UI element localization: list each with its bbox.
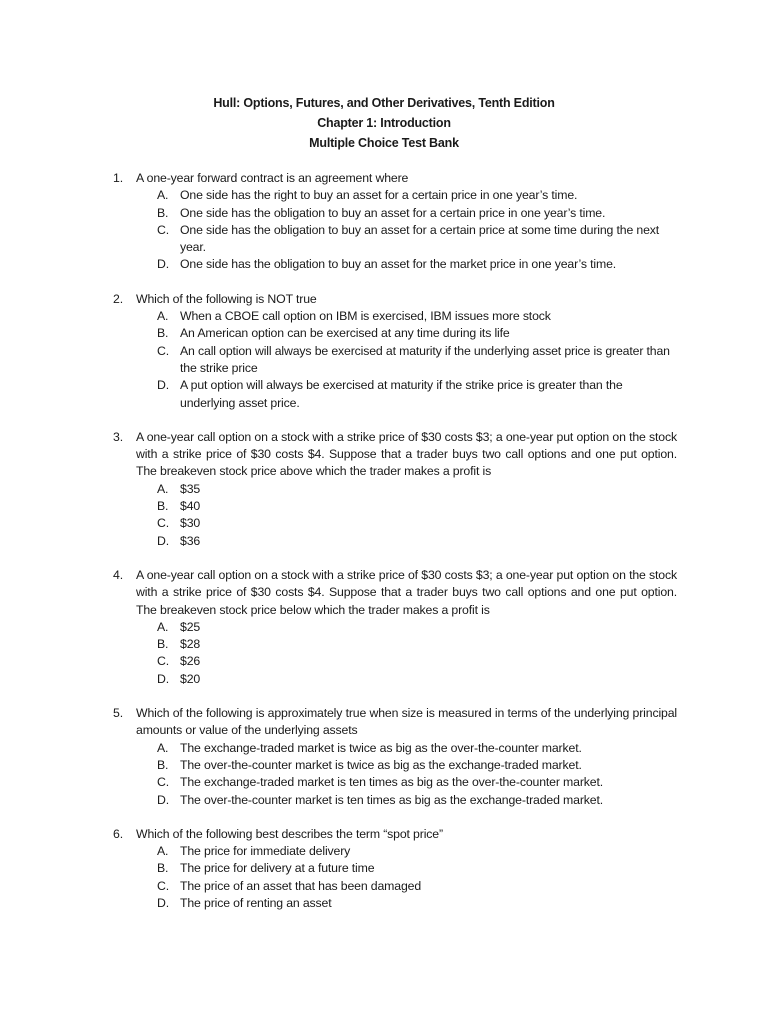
option-letter: A. [157,844,169,859]
option-text: The price of an asset that has been damaged [180,878,422,893]
test-bank-title: Multiple Choice Test Bank [309,136,459,150]
question-number: 6. [113,826,123,841]
option-letter: D. [157,895,169,910]
option-text: $25 [180,619,201,634]
answer-option [0,343,768,378]
question-text: A one-year call option on a stock with a strike price of $30 costs $3; a one-year put option on the stock with a strike price of $30 costs $4. Suppose that a trader buys two call options and one put option. The breakeven stock price below which the trader makes a profit is [136,567,677,617]
question-item [0,826,768,912]
question-item [0,170,768,274]
question-text: A one-year forward contract is an agreement where [136,171,409,185]
option-letter: C. [157,343,169,358]
option-text: $36 [180,533,201,548]
option-text: The price for delivery at a future time [180,861,375,876]
answer-option [0,636,768,653]
option-letter: A. [157,188,169,203]
option-text: The exchange-traded market is ten times as big as the over-the-counter market. [180,775,603,790]
question-number: 2. [113,291,123,306]
answer-option [0,498,768,515]
option-text: One side has the obligation to buy an asset for a certain price in one year’s time. [180,205,606,220]
option-letter: C. [157,878,169,893]
answer-option [0,860,768,877]
book-title: Hull: Options, Futures, and Other Derivatives, Tenth Edition [213,96,555,110]
answer-option [0,843,768,860]
option-text: A put option will always be exercised at maturity if the strike price is greater than the underlying asset price. [180,378,623,410]
option-text: The price for immediate delivery [180,844,351,859]
option-letter: B. [157,637,169,652]
question-item [0,429,768,550]
option-text: $30 [180,516,201,531]
option-letter: B. [157,326,169,341]
answer-option [0,740,768,757]
option-text: One side has the obligation to buy an asset for a certain price at some time during the next year. [180,222,660,255]
option-text: An call option will always be exercised at maturity if the underlying asset price is greater than the strike price [180,343,670,375]
option-letter: A. [157,309,169,324]
option-letter: C. [157,516,169,531]
question-number: 3. [113,429,123,444]
option-letter: B. [157,757,169,772]
question-number: 1. [113,171,123,185]
option-text: $28 [180,637,201,652]
question-number: 5. [113,706,123,721]
document-header [0,93,768,153]
option-text: The over-the-counter market is twice as big as the exchange-traded market. [180,757,582,772]
question-text: Which of the following best describes the term “spot price” [136,826,443,841]
answer-option [0,515,768,532]
answer-option [0,774,768,791]
option-text: $20 [180,671,201,686]
option-text: One side has the obligation to buy an asset for the market price in one year’s time. [180,257,617,272]
answer-option [0,308,768,325]
option-text: $35 [180,481,201,496]
option-letter: D. [157,257,169,272]
option-text: The exchange-traded market is twice as big as the over-the-counter market. [180,740,582,755]
answer-option [0,619,768,636]
answer-option [0,325,768,342]
answer-option [0,792,768,809]
option-letter: B. [157,861,169,876]
chapter-title: Chapter 1: Introduction [317,116,451,130]
answer-option [0,653,768,670]
option-text: One side has the right to buy an asset for a certain price in one year’s time. [180,188,578,203]
option-letter: C. [157,654,169,669]
option-letter: D. [157,671,169,686]
question-list [0,170,768,929]
question-item [0,291,768,412]
question-text: Which of the following is NOT true [136,291,317,306]
option-text: $40 [180,499,201,514]
answer-option [0,205,768,222]
option-text: When a CBOE call option on IBM is exercised, IBM issues more stock [180,309,551,324]
answer-option [0,671,768,688]
question-text: A one-year call option on a stock with a strike price of $30 costs $3; a one-year put option on the stock with a strike price of $30 costs $4. Suppose that a trader buys two call options and one put option. The breakeven stock price above which the trader makes a profit is [136,429,677,479]
question-text: Which of the following is approximately true when size is measured in terms of the underlying principal amounts or value of the underlying assets [136,706,677,738]
option-letter: C. [157,222,169,237]
question-number: 4. [113,567,123,582]
option-letter: B. [157,205,169,220]
answer-option [0,256,768,273]
option-text: The price of renting an asset [180,895,332,910]
option-letter: D. [157,378,169,393]
answer-option [0,187,768,204]
answer-option [0,481,768,498]
option-text: The over-the-counter market is ten times as big as the exchange-traded market. [180,792,603,807]
option-text: $26 [180,654,201,669]
answer-option [0,895,768,912]
option-letter: D. [157,533,169,548]
question-item [0,705,768,809]
question-item [0,567,768,688]
option-letter: C. [157,775,169,790]
option-text: An American option can be exercised at any time during its life [180,326,510,341]
option-letter: A. [157,481,169,496]
answer-option [0,757,768,774]
option-letter: A. [157,740,169,755]
option-letter: D. [157,792,169,807]
answer-option [0,377,768,412]
answer-option [0,878,768,895]
option-letter: A. [157,619,169,634]
answer-option [0,222,768,257]
option-letter: B. [157,499,169,514]
answer-option [0,533,768,550]
